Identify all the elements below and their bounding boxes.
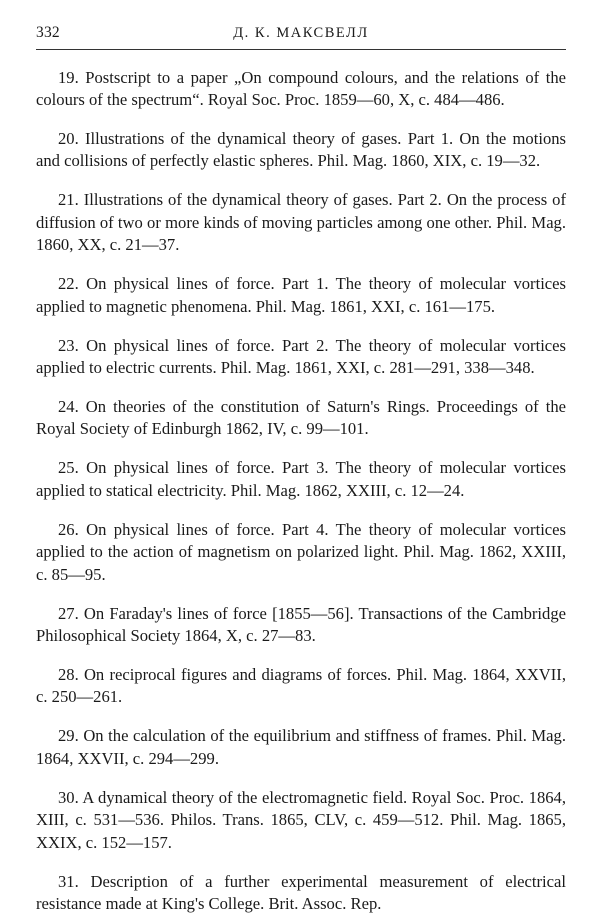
bibliography-list xyxy=(36,67,566,916)
page-number: 332 xyxy=(36,24,60,41)
bibliography-entry-21: 21. Illustrations of the dynamical theory of gases. Part 2. On the process of diffusion of two or more kinds of moving particles among one other. Phil. Mag. 1860, XX, c. 21—37. xyxy=(36,190,566,255)
header-rule xyxy=(36,49,566,50)
bibliography-entry-27: 27. On Faraday's lines of force [1855—56]. Transactions of the Cambridge Philosophical Society 1864, X, c. 27—83. xyxy=(36,603,566,646)
running-title: Д. К. МАКСВЕЛЛ xyxy=(233,25,369,41)
bibliography-entry-22: 22. On physical lines of force. Part 1. The theory of molecular vortices applied to magnetic phenomena. Phil. Mag. 1861, XXI, c. 161—175. xyxy=(36,274,566,316)
page-header xyxy=(36,24,566,42)
bibliography-entry-20: 20. Illustrations of the dynamical theory of gases. Part 1. On the motions and collisions of perfectly elastic spheres. Phil. Mag. 1860, XIX, c. 19—32. xyxy=(36,129,566,171)
bibliography-entry-28: 28. On reciprocal figures and diagrams of forces. Phil. Mag. 1864, XXVII, c. 250—261. xyxy=(36,665,566,707)
book-page xyxy=(36,24,566,918)
bibliography-entry-29: 29. On the calculation of the equilibrium and stiffness of frames. Phil. Mag. 1864, XXVII, c. 294—299. xyxy=(36,726,566,768)
bibliography-entry-19: 19. Postscript to a paper „On compound colours, and the relations of the colours of the spectrum“. Royal Soc. Proc. 1859—60, X, c. 484—486. xyxy=(36,67,566,109)
bibliography-entry-23: 23. On physical lines of force. Part 2. The theory of molecular vortices applied to electric currents. Phil. Mag. 1861, XXI, c. 281—291, 338—348. xyxy=(36,335,566,378)
bibliography-entry-31: 31. Description of a further experimental measurement of electrical resistance made at King's College. Brit. Assoc. Rep. xyxy=(36,871,566,914)
bibliography-entry-24: 24. On theories of the constitution of Saturn's Rings. Proceedings of the Royal Society of Edinburgh 1862, IV, c. 99—101. xyxy=(36,397,566,439)
bibliography-entry-30: 30. A dynamical theory of the electromagnetic field. Royal Soc. Proc. 1864, XIII, c. 531—536. Philos. Trans. 1865, CLV, c. 459—512. Phil. Mag. 1865, XXIX, c. 152—157. xyxy=(36,787,566,852)
bibliography-entry-25: 25. On physical lines of force. Part 3. The theory of molecular vortices applied to statical electricity. Phil. Mag. 1862, XXIII, c. 12—24. xyxy=(36,458,566,500)
bibliography-entry-26: 26. On physical lines of force. Part 4. The theory of molecular vortices applied to the action of magnetism on polarized light. Phil. Mag. 1862, XXIII, c. 85—95. xyxy=(36,519,566,584)
